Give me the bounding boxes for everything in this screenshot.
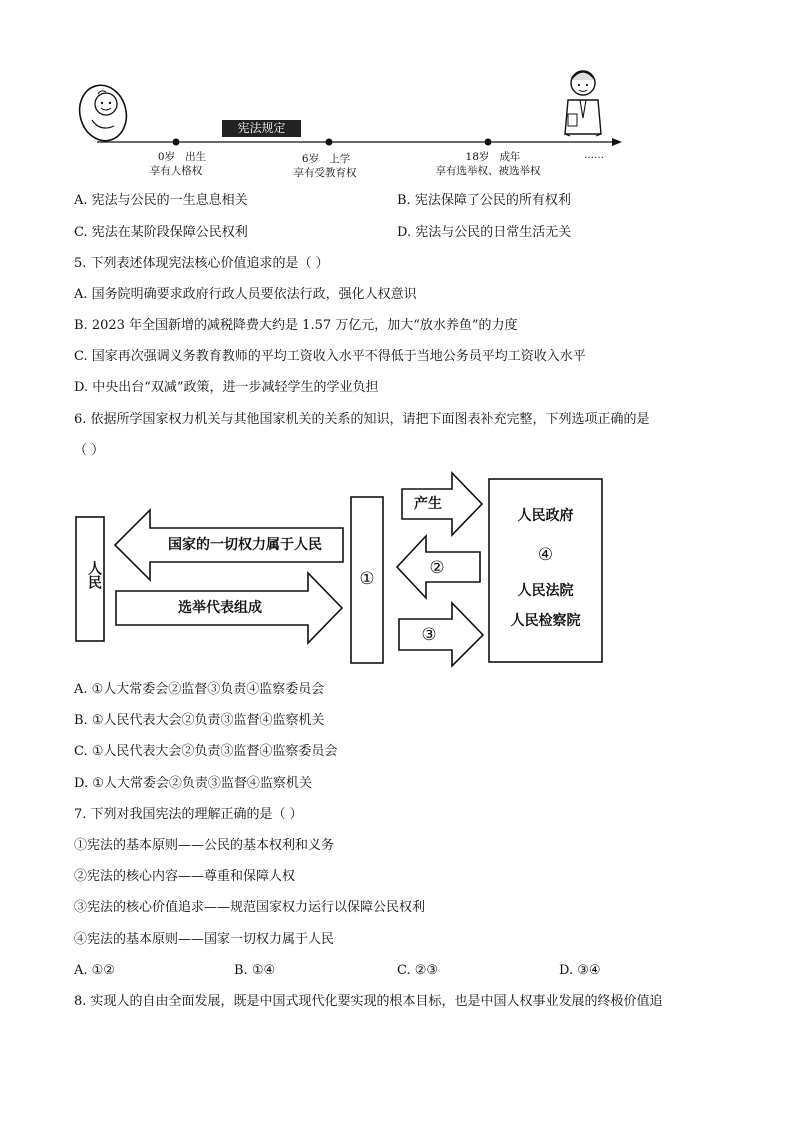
baby-icon [74, 80, 133, 146]
q7-stem: 7. 下列对我国宪法的理解正确的是（ ） [74, 807, 303, 822]
q6-stem-paren: （ ） [74, 443, 105, 458]
man-icon [565, 71, 601, 136]
q4-option-a: A. 宪法与公民的一生息息相关 [74, 193, 248, 208]
timeline-dot-adult [485, 139, 492, 146]
q4-option-d: D. 宪法与公民的日常生活无关 [397, 225, 572, 240]
timeline-ellipsis: ...... [583, 149, 605, 161]
mark-2: ② [429, 558, 445, 578]
timeline-banner: 宪法规定 [237, 121, 286, 135]
arrow-bottom-label: 选举代表组成 [178, 600, 262, 616]
produce-label: 产生 [414, 496, 442, 512]
center-mark: ① [359, 569, 375, 589]
timeline-right-school: 享有受教育权 [293, 167, 357, 179]
q5-option-c: C. 国家再次强调义务教育教师的平均工资收入水平不得低于当地公务员平均工资收入水平 [74, 349, 586, 364]
q7-statement-2: ②宪法的核心内容——尊重和保障人权 [74, 869, 296, 884]
people-label: 人民 [86, 561, 102, 589]
timeline-dot-school [326, 139, 333, 146]
timeline-right-birth: 享有人格权 [149, 165, 203, 177]
timeline-right-adult: 享有选举权、被选举权 [435, 165, 541, 177]
q7-option-a: A. ①② [74, 963, 115, 978]
q7-option-b: B. ①④ [234, 963, 276, 978]
q6-option-d: D. ①人大常委会②负责③监督④监察机关 [74, 776, 312, 791]
q6-option-a: A. ①人大常委会②监督③负责④监察委员会 [74, 682, 325, 697]
mark-3: ③ [421, 625, 437, 645]
organ-government: 人民政府 [517, 508, 574, 524]
q6-stem: 6. 依据所学国家权力机关与其他国家机关的关系的知识，请把下面图表补充完整，下列选项正确的是 [74, 412, 650, 427]
q5-option-a: A. 国务院明确要求政府行政人员要依法行政，强化人权意识 [74, 287, 417, 302]
age-label: 0岁 [157, 151, 176, 163]
q4-option-b: B. 宪法保障了公民的所有权利 [397, 193, 571, 208]
arrow-top-label: 国家的一切权力属于人民 [168, 537, 322, 553]
q6-option-c: C. ①人民代表大会②负责③监督④监察委员会 [74, 744, 338, 759]
event-label: 上学 [329, 153, 351, 165]
event-label: 出生 [185, 151, 207, 163]
q7-statement-4: ④宪法的基本原则——国家一切权力属于人民 [74, 932, 335, 947]
timeline-figure [0, 0, 794, 190]
organ-mark-4: ④ [537, 545, 554, 565]
q7-option-d: D. ③④ [559, 963, 601, 978]
q6-diagram [0, 465, 794, 675]
q7-statement-1: ①宪法的基本原则——公民的基本权利和义务 [74, 838, 335, 853]
q5-option-d: D. 中央出台“双减”政策，进一步减轻学生的学业负担 [74, 380, 379, 395]
q4-option-c: C. 宪法在某阶段保障公民权利 [74, 225, 248, 240]
q6-option-b: B. ①人民代表大会②负责③监督④监察机关 [74, 713, 325, 728]
timeline-arrowhead [612, 138, 622, 146]
timeline-age-school [286, 152, 366, 166]
q5-option-b: B. 2023 年全国新增的减税降费大约是 1.57 万亿元，加大“放水养鱼”的力度 [74, 318, 518, 333]
age-label: 18岁 [465, 151, 490, 163]
timeline-graphics [0, 0, 794, 190]
organ-procuratorate: 人民检察院 [510, 613, 581, 629]
timeline-age-birth [142, 150, 222, 164]
event-label: 成年 [499, 151, 521, 163]
q7-option-c: C. ②③ [397, 963, 439, 978]
q7-statement-3: ③宪法的核心价值追求——规范国家权力运行以保障公民权利 [74, 900, 426, 915]
timeline-dot-birth [173, 139, 180, 146]
organ-court: 人民法院 [517, 583, 574, 599]
q5-stem: 5. 下列表述体现宪法核心价值追求的是（ ） [74, 256, 329, 271]
age-label: 6岁 [301, 153, 320, 165]
diagram-graphics [0, 465, 794, 675]
q8-stem: 8. 实现人的自由全面发展，既是中国式现代化要实现的根本目标，也是中国人权事业发展的终极价值追 [74, 994, 663, 1009]
timeline-age-adult [448, 150, 538, 164]
